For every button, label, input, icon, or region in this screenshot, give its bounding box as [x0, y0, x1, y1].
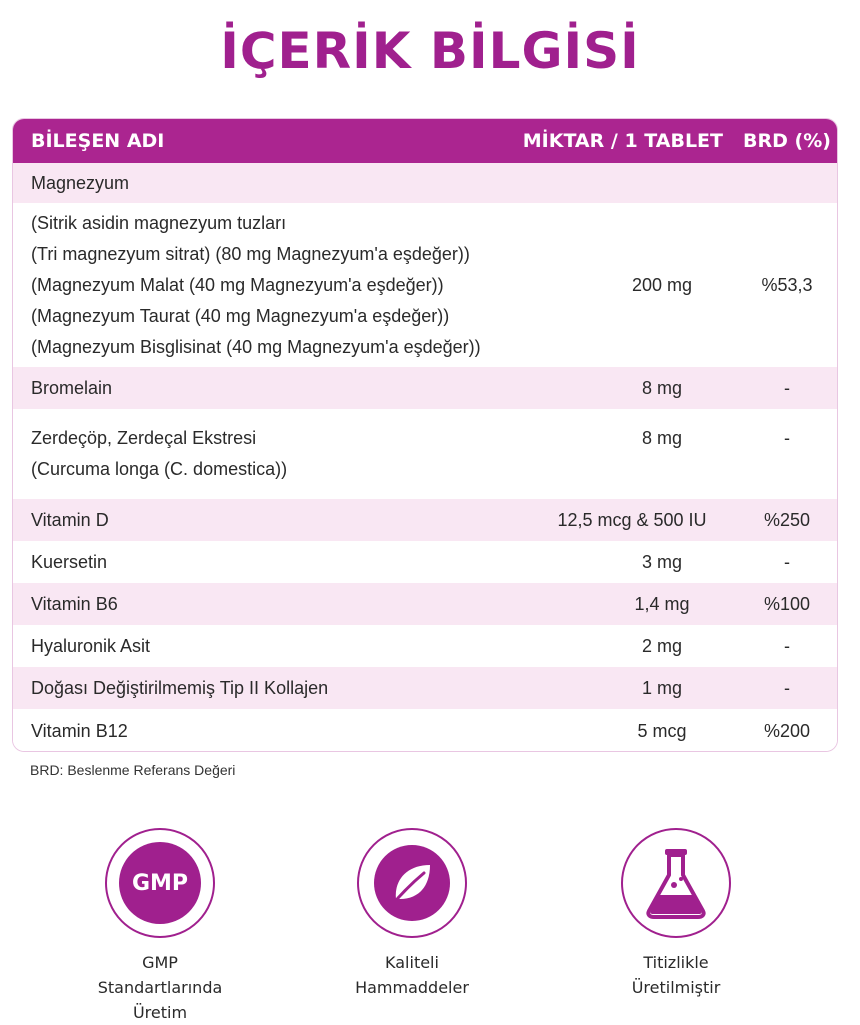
- table-row: [13, 541, 837, 583]
- table-row: [13, 203, 837, 367]
- flask-icon: [621, 828, 731, 938]
- ingredient-amount: 8 mg: [641, 377, 683, 398]
- ingredient-name: Kuersetin: [31, 551, 108, 572]
- ingredient-amount: 1,4 mg: [634, 593, 690, 614]
- table-row: [13, 583, 837, 625]
- table-row: [13, 667, 837, 709]
- gmp-icon-text: GMP: [119, 842, 201, 924]
- table-row: [13, 163, 837, 203]
- table-row: [13, 709, 837, 752]
- badge-quality: [312, 828, 512, 1000]
- ingredient-brd: -: [784, 428, 790, 448]
- ingredient-brd: -: [784, 677, 790, 698]
- ingredient-brd: %100: [763, 593, 811, 614]
- ingredient-brd: %200: [763, 720, 811, 741]
- table-row: [13, 409, 837, 499]
- header-brd: BRD (%): [743, 130, 831, 152]
- ingredients-table: [12, 118, 838, 752]
- ingredient-name: Bromelain: [31, 377, 113, 398]
- badge-label: Titizlikle Üretilmiştir: [631, 953, 721, 997]
- ingredient-amount: 12,5 mcg & 500 IU: [557, 509, 707, 530]
- badge-careful-production: [576, 828, 776, 1000]
- ingredient-brd: %53,3: [761, 274, 813, 295]
- ingredient-name: Vitamin B12: [31, 720, 128, 741]
- badge-gmp: [60, 828, 260, 1025]
- header-ingredient-name: BİLEŞEN ADI: [31, 130, 165, 152]
- leaf-icon: [357, 828, 467, 938]
- ingredient-name: Vitamin B6: [31, 593, 118, 614]
- ingredient-name: Magnezyum: [31, 172, 130, 193]
- ingredient-amount: 3 mg: [641, 551, 683, 572]
- table-row: [13, 625, 837, 667]
- table-header: [13, 119, 837, 163]
- table-row: [13, 499, 837, 541]
- ingredient-amount: 1 mg: [641, 677, 683, 698]
- gmp-icon: [105, 828, 215, 938]
- ingredient-brd: -: [784, 551, 790, 572]
- ingredient-amount: 200 mg: [631, 274, 693, 295]
- ingredient-amount: 2 mg: [641, 635, 683, 656]
- footnote: BRD: Beslenme Referans Değeri: [30, 762, 236, 778]
- ingredient-name: Vitamin D: [31, 509, 109, 530]
- ingredient-brd: %250: [763, 509, 811, 530]
- page-title: İÇERİK BİLGİSİ: [220, 22, 640, 80]
- ingredient-amount: 5 mcg: [637, 720, 687, 741]
- ingredient-name: (Sitrik asidin magnezyum tuzları (Tri magnezyum sitrat) (80 mg Magnezyum'a eşdeğer)) (Magnezyum Malat (40 mg Magnezyum'a eşdeğer)) (Magnezyum Taurat (40 mg Magnezyum'a eşdeğer)) (Magnezyum Bisglisinat (40 mg Magnezyum'a eşdeğer)): [31, 212, 481, 357]
- ingredient-name: Zerdeçöp, Zerdeçal Ekstresi (Curcuma longa (C. domestica)): [31, 428, 288, 479]
- ingredient-name: Doğası Değiştirilmemiş Tip II Kollajen: [31, 677, 329, 698]
- badge-label: GMP Standartlarında Üretim: [97, 953, 223, 1022]
- badge-label: Kaliteli Hammaddeler: [355, 953, 469, 997]
- ingredient-brd: -: [784, 377, 790, 398]
- ingredient-amount: 8 mg: [641, 428, 683, 448]
- header-amount: MİKTAR / 1 TABLET: [522, 130, 723, 152]
- table-row: [13, 367, 837, 409]
- ingredient-name: Hyaluronik Asit: [31, 635, 151, 656]
- ingredient-brd: -: [784, 635, 790, 656]
